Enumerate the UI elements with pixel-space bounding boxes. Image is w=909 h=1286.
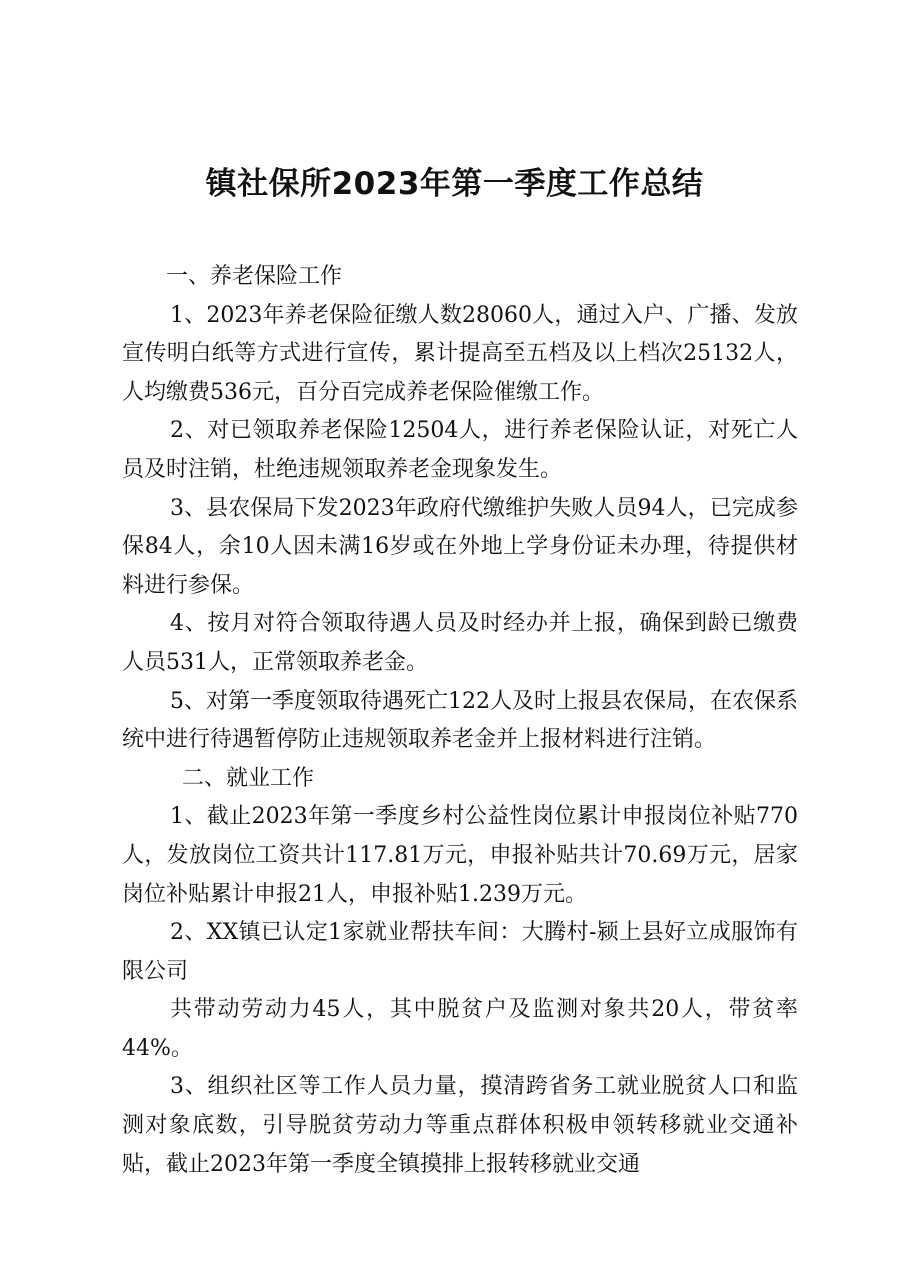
paragraph: 共带动劳动力45人，其中脱贫户及监测对象共20人，带贫率44%。 (122, 997, 798, 1061)
paragraph: 3、县农保局下发2023年政府代缴维护失败人员94人，已完成参保84人，余10人因未满16岁或在外地上学身份证未办理，待提供材料进行参保。 (122, 495, 798, 598)
paragraph: 1、截止2023年第一季度乡村公益性岗位累计申报岗位补贴770人，发放岗位工资共计117.81万元，申报补贴共计70.69万元，居家岗位补贴累计申报21人，申报补贴1.239万元。 (122, 804, 798, 907)
paragraph: 3、组织社区等工作人员力量，摸清跨省务工就业脱贫人口和监测对象底数，引导脱贫劳动力等重点群体积极申领转移就业交通补贴，截止2023年第一季度全镇摸排上报转移就业交通 (122, 1074, 798, 1177)
document-title: 镇社保所2023年第一季度工作总结 (205, 166, 704, 202)
section-heading-pension: 一、养老保险工作 (166, 264, 343, 289)
paragraph: 5、对第一季度领取待遇死亡122人及时上报县农保局，在农保系统中进行待遇暂停防止违规领取养老金并上报材料进行注销。 (122, 688, 798, 753)
paragraph: 1、2023年养老保险征缴人数28060人，通过入户、广播、发放宣传明白纸等方式进行宣传，累计提高至五档及以上档次25132人，人均缴费536元，百分百完成养老保险催缴工作。 (122, 302, 798, 405)
paragraph: 2、XX镇已认定1家就业帮扶车间：大腾村-颍上县好立成服饰有限公司 (122, 920, 798, 984)
paragraph: 4、按月对符合领取待遇人员及时经办并上报，确保到龄已缴费人员531人，正常领取养老金。 (122, 611, 798, 675)
section-heading-employment: 二、就业工作 (182, 765, 315, 791)
document-body (122, 258, 798, 1184)
paragraph: 2、对已领取养老保险12504人，进行养老保险认证，对死亡人员及时注销，杜绝违规领取养老金现象发生。 (122, 418, 798, 482)
